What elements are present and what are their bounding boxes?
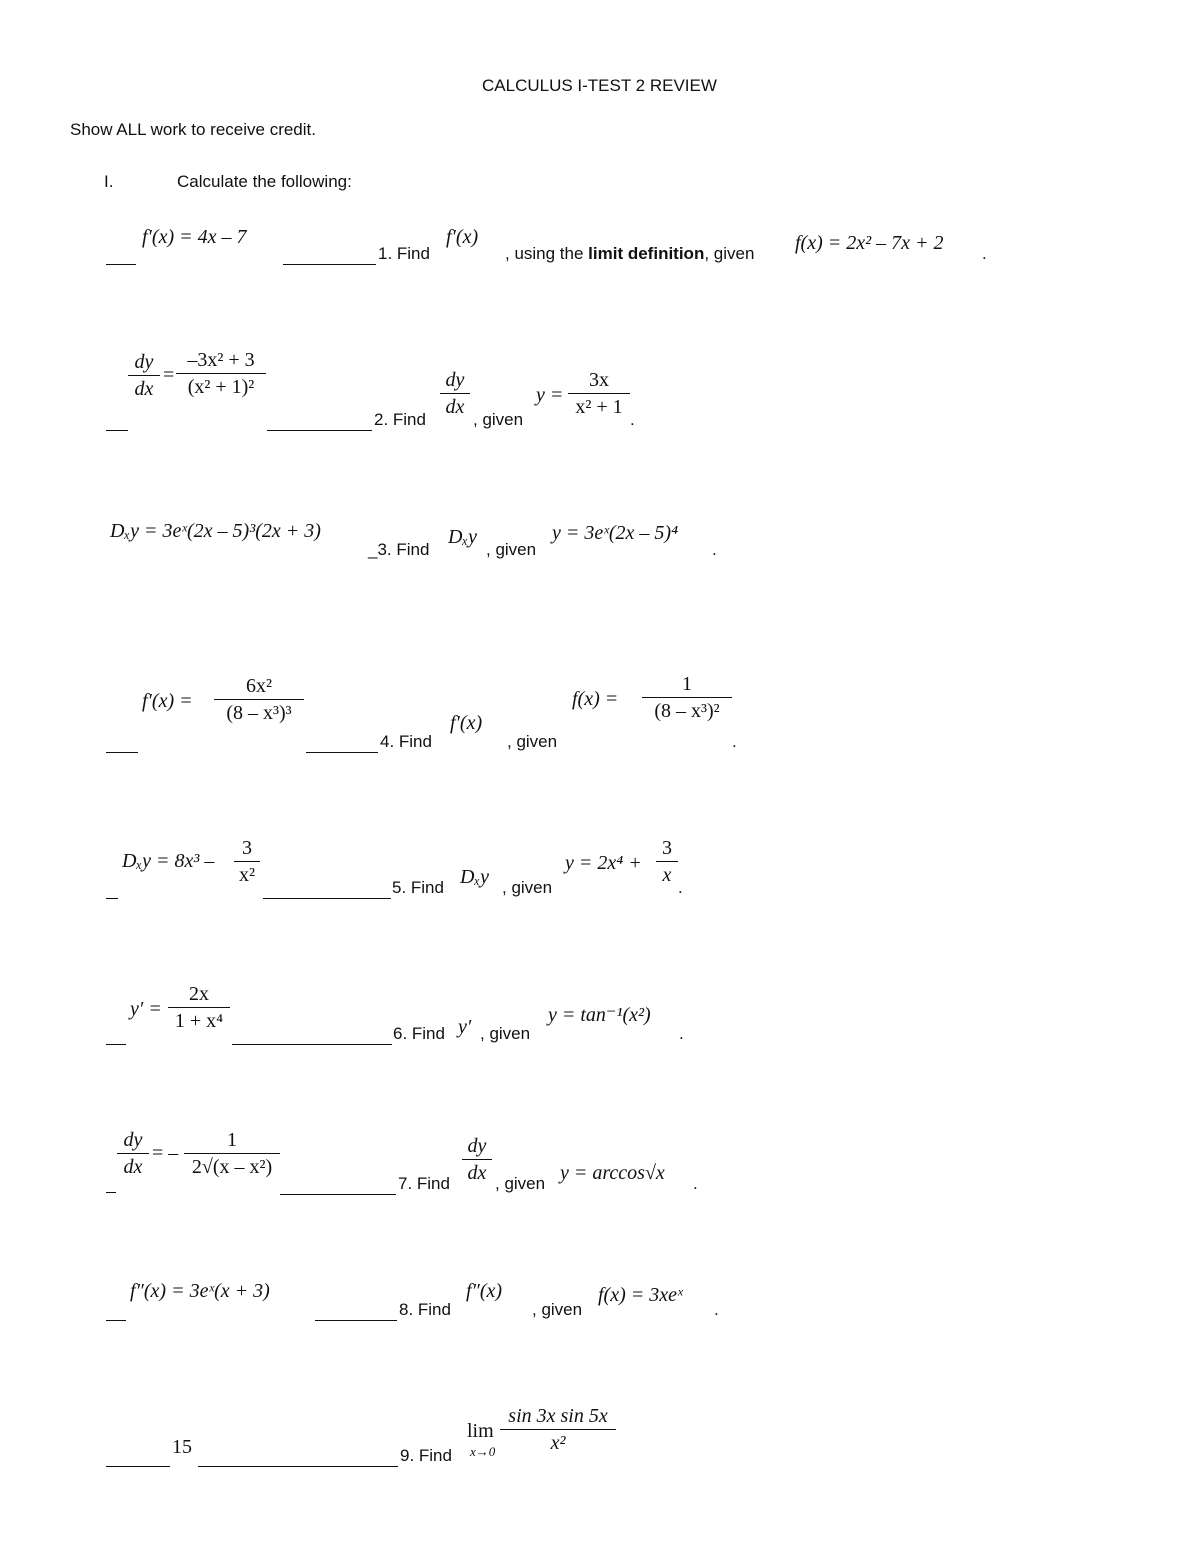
end-period: . bbox=[714, 1300, 719, 1319]
page-title: CALCULUS I-TEST 2 REVIEW bbox=[482, 76, 717, 95]
given-expression: y = 3eˣ(2x – 5)⁴ bbox=[552, 522, 679, 544]
fraction-bar bbox=[176, 373, 266, 374]
answer-line bbox=[315, 1302, 397, 1321]
problem-text: , given bbox=[495, 1174, 546, 1193]
answer-lhs: f′(x) = bbox=[142, 690, 193, 712]
fraction-bar bbox=[128, 375, 160, 376]
fraction-bar bbox=[168, 1007, 230, 1008]
denominator: (x² + 1)² bbox=[187, 376, 255, 398]
text-part: , given bbox=[704, 244, 755, 263]
denominator: (8 – x³)³ bbox=[226, 702, 292, 724]
given-fraction bbox=[656, 836, 678, 887]
fraction-bar bbox=[656, 861, 678, 862]
given-lhs: f(x) = bbox=[572, 688, 619, 710]
problem-label: 8. Find bbox=[399, 1300, 451, 1319]
given-expression: y = arccos√x bbox=[560, 1162, 665, 1184]
problem-text bbox=[505, 244, 754, 264]
answer-line bbox=[263, 880, 391, 899]
answer-lhs-fraction bbox=[117, 1128, 149, 1179]
equals-sign: = bbox=[163, 364, 175, 386]
numerator: sin 3x sin 5x bbox=[508, 1405, 608, 1427]
given-lhs: y = 2x⁴ + bbox=[565, 852, 642, 874]
section-number: I. bbox=[104, 172, 114, 191]
numerator: dy bbox=[445, 369, 465, 391]
problem-label: 1. Find bbox=[378, 244, 430, 263]
target: f″(x) bbox=[466, 1280, 503, 1302]
given-fraction bbox=[642, 672, 732, 723]
numerator: 3 bbox=[242, 837, 252, 859]
answer-blank[interactable] bbox=[106, 1448, 170, 1467]
answer-fraction bbox=[184, 1128, 280, 1179]
problem-text: , given bbox=[507, 732, 558, 751]
target: Dₓy bbox=[448, 526, 478, 548]
problem-text: , given bbox=[502, 878, 553, 897]
given-expression: f(x) = 3xeˣ bbox=[598, 1284, 683, 1306]
fraction-bar bbox=[117, 1153, 149, 1154]
numerator: dy bbox=[123, 1129, 143, 1151]
end-period: . bbox=[679, 1024, 684, 1043]
answer-line bbox=[198, 1448, 398, 1467]
end-period: . bbox=[982, 244, 987, 263]
section-heading: Calculate the following: bbox=[177, 172, 352, 191]
answer-blank[interactable] bbox=[106, 734, 138, 753]
denominator: 1 + x⁴ bbox=[174, 1010, 224, 1032]
numerator: 3x bbox=[589, 369, 609, 391]
instructions: Show ALL work to receive credit. bbox=[70, 120, 316, 139]
problem-label: 5. Find bbox=[392, 878, 444, 897]
bold-phrase: limit definition bbox=[588, 244, 705, 263]
denominator: dx bbox=[134, 378, 154, 400]
numerator: –3x² + 3 bbox=[187, 349, 255, 371]
numerator: 1 bbox=[682, 673, 692, 695]
fraction-bar bbox=[234, 861, 260, 862]
answer-blank[interactable] bbox=[106, 880, 118, 899]
limit-subscript: x→0 bbox=[470, 1444, 496, 1459]
fraction-bar bbox=[568, 393, 630, 394]
fraction-bar bbox=[184, 1153, 280, 1154]
answer-blank[interactable] bbox=[106, 412, 128, 431]
answer-lhs-fraction bbox=[128, 350, 160, 401]
denominator: x bbox=[662, 864, 672, 886]
denominator: x² + 1 bbox=[575, 396, 623, 418]
answer-fraction bbox=[234, 836, 260, 887]
problem-text: , given bbox=[480, 1024, 531, 1043]
answer-lhs: y′ = bbox=[130, 998, 162, 1020]
answer-blank[interactable] bbox=[106, 1174, 116, 1193]
given-expression: f(x) = 2x² – 7x + 2 bbox=[795, 232, 944, 254]
text-part: , using the bbox=[505, 244, 589, 263]
answer-fraction bbox=[176, 348, 266, 399]
denominator: dx bbox=[445, 396, 465, 418]
given-fraction bbox=[568, 368, 630, 419]
answer-blank[interactable] bbox=[106, 1026, 126, 1045]
numerator: 6x² bbox=[246, 675, 272, 697]
given-lhs: y = bbox=[536, 384, 564, 406]
numerator: 2x bbox=[189, 983, 209, 1005]
numerator: 3 bbox=[662, 837, 672, 859]
fraction-bar bbox=[214, 699, 304, 700]
target: y′ bbox=[458, 1016, 472, 1038]
denominator: dx bbox=[467, 1162, 487, 1184]
denominator: (8 – x³)² bbox=[654, 700, 720, 722]
numerator: 1 bbox=[227, 1129, 237, 1151]
problem-label: _3. Find bbox=[368, 540, 430, 559]
fraction-bar bbox=[642, 697, 732, 698]
problem-label: 6. Find bbox=[393, 1024, 445, 1043]
numerator: dy bbox=[134, 351, 154, 373]
end-period: . bbox=[693, 1174, 698, 1193]
answer-fraction bbox=[214, 674, 304, 725]
answer-fraction bbox=[168, 982, 230, 1033]
problem-label: 4. Find bbox=[380, 732, 432, 751]
end-period: . bbox=[678, 878, 683, 897]
answer-line bbox=[280, 1176, 396, 1195]
limit-operator: lim bbox=[467, 1420, 494, 1442]
answer: Dₓy = 3eˣ(2x – 5)³(2x + 3) bbox=[110, 520, 321, 542]
problem-label: 9. Find bbox=[400, 1446, 452, 1465]
problem-label: 7. Find bbox=[398, 1174, 450, 1193]
denominator: x² bbox=[550, 1432, 566, 1454]
target-fraction bbox=[462, 1134, 492, 1185]
fraction-bar bbox=[440, 393, 470, 394]
answer-line bbox=[232, 1026, 392, 1045]
problem-label: 2. Find bbox=[374, 410, 426, 429]
problem-text: , given bbox=[473, 410, 524, 429]
target-fraction bbox=[500, 1404, 616, 1455]
fraction-bar bbox=[462, 1159, 492, 1160]
answer-line bbox=[306, 734, 378, 753]
target-fraction bbox=[440, 368, 470, 419]
numerator: dy bbox=[467, 1135, 487, 1157]
answer-line bbox=[267, 412, 372, 431]
answer: f″(x) = 3eˣ(x + 3) bbox=[130, 1280, 270, 1302]
target: Dₓy bbox=[460, 866, 490, 888]
denominator: dx bbox=[123, 1156, 143, 1178]
answer-line bbox=[283, 246, 376, 265]
target: f′(x) bbox=[446, 226, 479, 248]
denominator: x² bbox=[239, 864, 255, 886]
target: f′(x) bbox=[450, 712, 483, 734]
fraction-bar bbox=[500, 1429, 616, 1430]
answer-lhs: Dₓy = 8x³ – bbox=[122, 850, 215, 872]
answer-blank[interactable] bbox=[106, 1302, 126, 1321]
end-period: . bbox=[732, 732, 737, 751]
answer: f′(x) = 4x – 7 bbox=[142, 226, 247, 248]
end-period: . bbox=[630, 410, 635, 429]
given-expression: y = tan⁻¹(x²) bbox=[548, 1004, 651, 1026]
end-period: . bbox=[712, 540, 717, 559]
problem-text: , given bbox=[532, 1300, 583, 1319]
equals-sign: = – bbox=[152, 1142, 179, 1164]
answer: 15 bbox=[172, 1436, 192, 1458]
answer-blank[interactable] bbox=[106, 246, 136, 265]
denominator: 2√(x – x²) bbox=[191, 1156, 273, 1178]
problem-text: , given bbox=[486, 540, 537, 559]
